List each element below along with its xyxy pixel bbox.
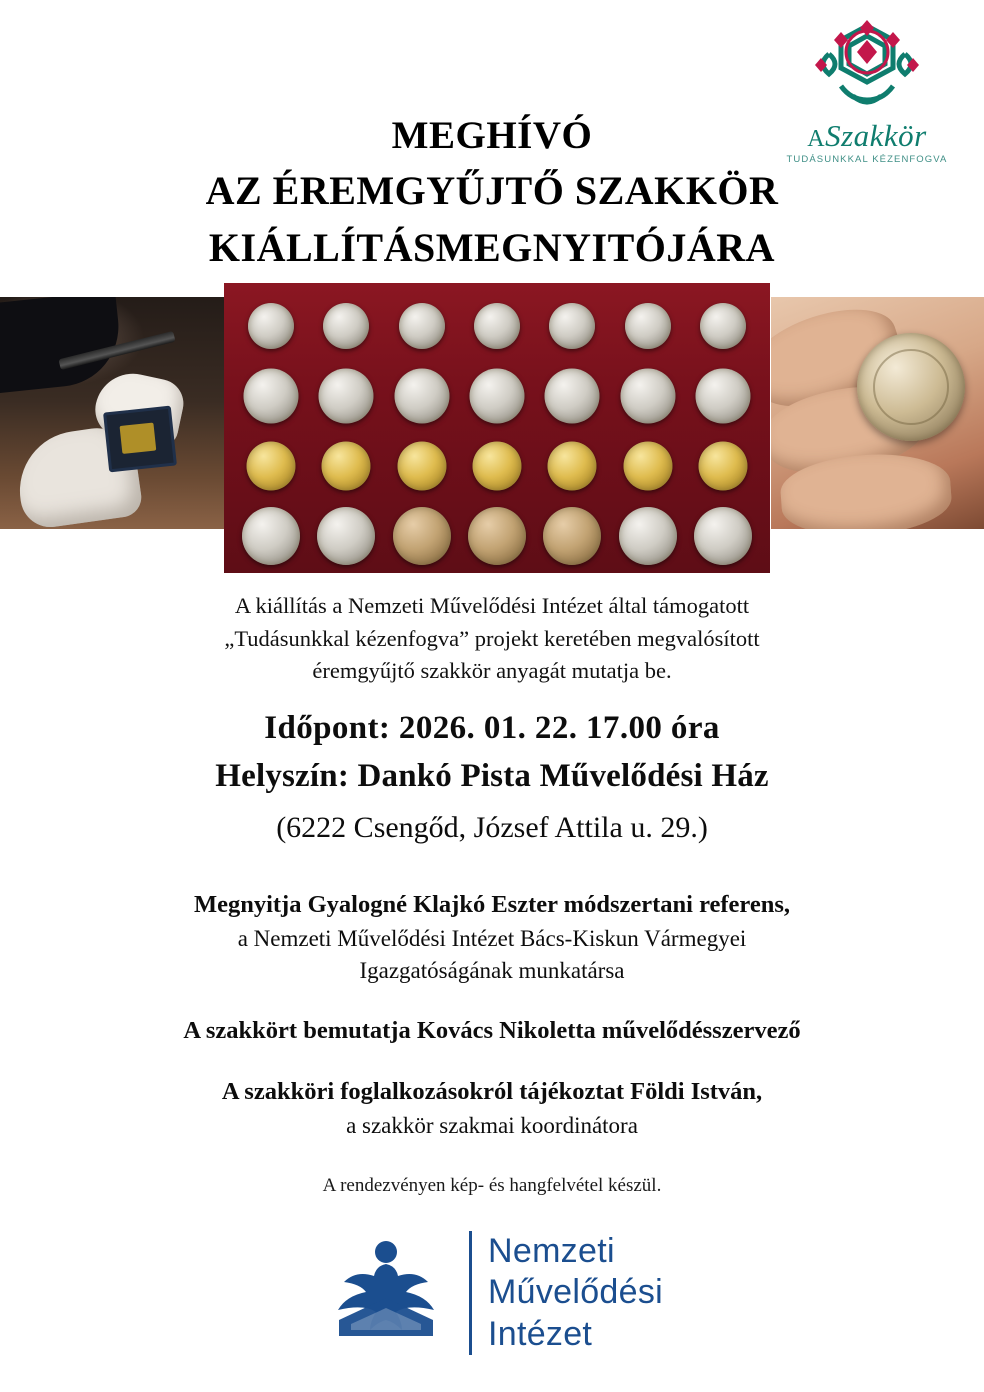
coin-gold <box>539 433 605 499</box>
coin-silver <box>539 293 605 359</box>
coin-tray-row <box>232 433 762 499</box>
coin-silver <box>539 363 605 429</box>
opener-title: Megnyitja Gyalogné Klajkó Eszter módszertani referens, <box>193 891 791 918</box>
coin-bronze <box>389 503 455 569</box>
coin-silver <box>615 363 681 429</box>
szakkor-tagline: TUDÁSUNKKAL KÉZENFOGVA <box>786 154 948 165</box>
coin-tray-row <box>232 293 762 359</box>
coin-handling-photo <box>0 297 225 529</box>
image-band <box>0 283 984 573</box>
szakkor-wordmark-a: A <box>807 126 826 152</box>
coin-gold <box>464 433 530 499</box>
coin-tray-grid <box>224 283 770 573</box>
coin-silver <box>238 293 304 359</box>
nmi-wordmark-line-3: Intézet <box>488 1314 593 1353</box>
coin-bronze <box>539 503 605 569</box>
exhibition-description <box>0 590 984 688</box>
informer-subtitle: a szakkör szakmai koordinátora <box>346 1112 638 1138</box>
nmi-wordmark-line-2: Művelődési <box>488 1273 663 1312</box>
opener-subtitle-2: Igazgatóságának munkatársa <box>359 958 625 984</box>
coin-tray-row <box>232 503 762 569</box>
description-line-3: éremgyűjtő szakkör anyagát mutatja be. <box>312 658 672 684</box>
szakkor-ornament-icon <box>807 18 927 118</box>
event-venue: Helyszín: Dankó Pista Művelődési Ház <box>215 757 769 794</box>
coin-silver <box>313 503 379 569</box>
gold-coin-in-hand-photo <box>771 297 984 529</box>
coin-silver <box>464 293 530 359</box>
coin-silver <box>464 363 530 429</box>
recording-notice: A rendezvényen kép- és hangfelvétel készül. <box>322 1175 662 1196</box>
szakkor-wordmark-text: Szakkör <box>825 118 927 153</box>
coin-silver <box>690 293 756 359</box>
description-line-1: A kiállítás a Nemzeti Művelődési Intézet által támogatott <box>234 593 750 618</box>
coin-silver <box>238 503 304 569</box>
informer-line: A szakköri foglalkozásokról tájékoztat Földi István, <box>221 1077 763 1105</box>
coin-gold <box>615 433 681 499</box>
event-datetime: Időpont: 2026. 01. 22. 17.00 óra <box>264 710 720 746</box>
event-address: (6222 Csengőd, József Attila u. 29.) <box>276 810 708 844</box>
coin-gold <box>238 433 304 499</box>
title-line-3: KIÁLLÍTÁSMEGNYITÓJÁRA <box>208 225 776 271</box>
coin-gold <box>690 433 756 499</box>
coin-silver <box>389 363 455 429</box>
presenter-line: A szakkört bemutatja Kovács Nikoletta művelődésszervező <box>183 1017 801 1045</box>
nmi-wordmark-line-1: Nemzeti <box>488 1231 615 1270</box>
coin-silver <box>615 293 681 359</box>
title-line-2: AZ ÉREMGYŰJTŐ SZAKKÖR <box>205 168 779 214</box>
nmi-wordmark <box>469 1231 663 1355</box>
coin-silver <box>615 503 681 569</box>
coin-silver <box>389 293 455 359</box>
opener-subtitle-1: a Nemzeti Művelődési Intézet Bács-Kiskun Vármegyei <box>237 925 747 951</box>
coin-gold <box>389 433 455 499</box>
coin-silver <box>238 363 304 429</box>
page-title <box>0 108 984 277</box>
coin-gold <box>313 433 379 499</box>
coin-silver <box>313 363 379 429</box>
nemzeti-muvelodesi-intezet-logo <box>0 1228 984 1358</box>
description-line-2: „Tudásunkkal kézenfogva” projekt keretében megvalósított <box>224 625 760 651</box>
coin-silver <box>690 363 756 429</box>
nmi-emblem-icon <box>321 1236 451 1351</box>
coin-bronze <box>464 503 530 569</box>
coin-silver <box>313 293 379 359</box>
event-details <box>0 705 984 850</box>
coin-tray-row <box>232 363 762 429</box>
coin-tray-photo <box>224 283 770 573</box>
title-line-1: MEGHÍVÓ <box>391 114 593 157</box>
coin-silver <box>690 503 756 569</box>
event-participants <box>0 888 984 1142</box>
